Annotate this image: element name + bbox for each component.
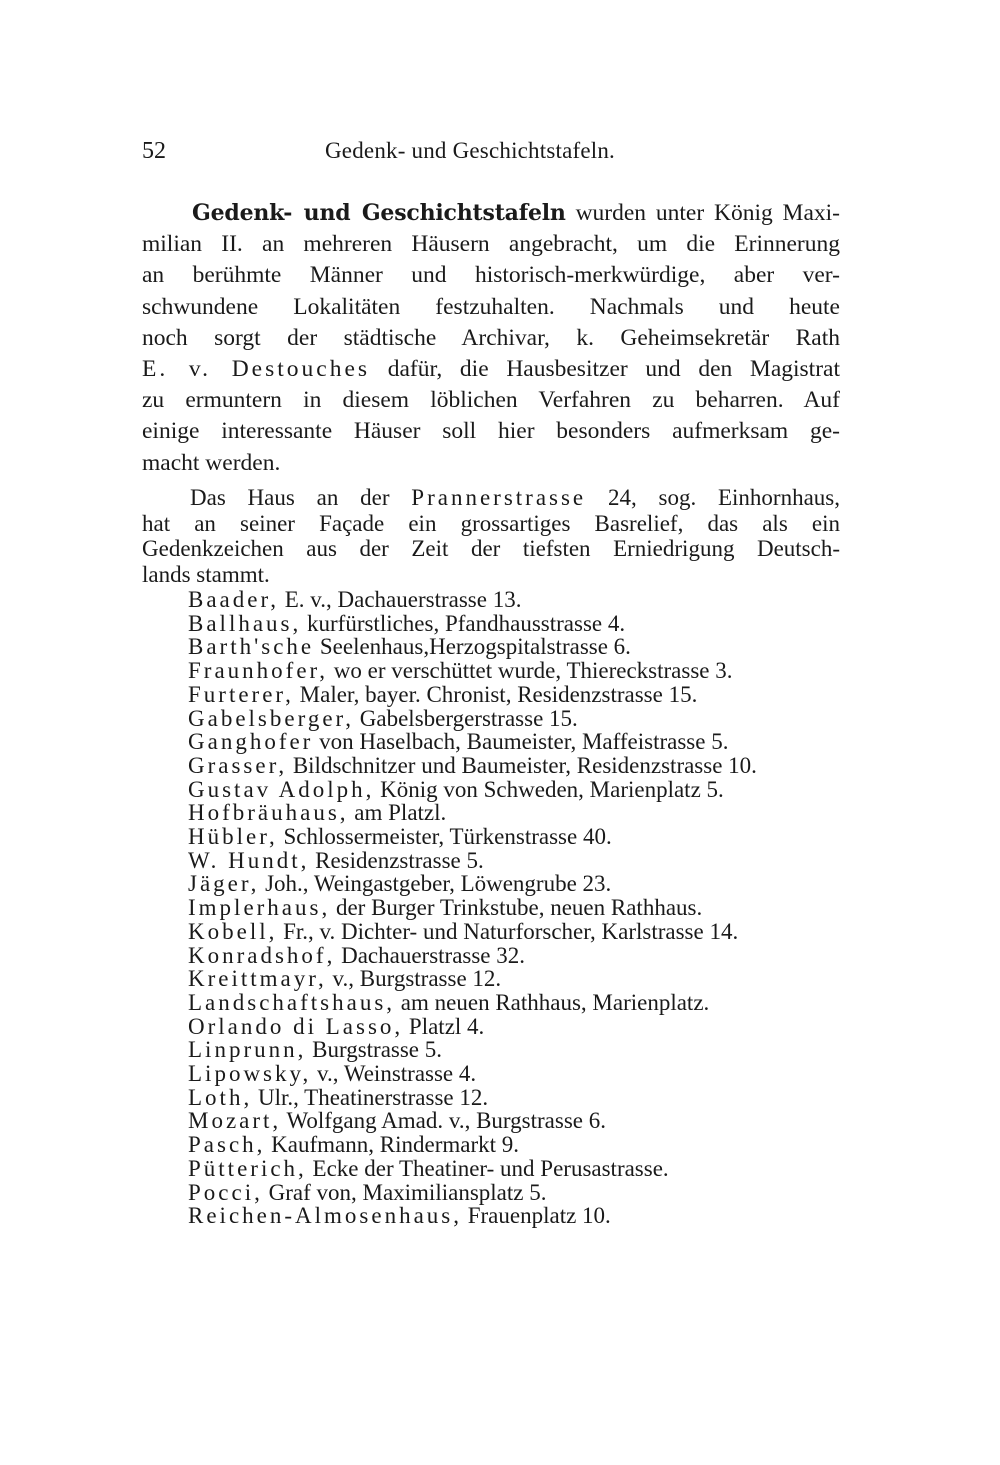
intro-line: an berühmte Männer und historisch-merkwürdige, aber ver- bbox=[142, 262, 840, 289]
entry-detail: Kaufmann, Rindermarkt 9. bbox=[265, 1132, 519, 1158]
street-name: Prannerstrasse bbox=[411, 485, 587, 510]
list-item bbox=[188, 1181, 848, 1205]
list-item bbox=[188, 991, 848, 1015]
para-line: Gedenkzeichen aus der Zeit der tiefsten Erniedrigung Deutsch- bbox=[142, 536, 840, 561]
list-item bbox=[188, 659, 848, 683]
intro-line: milian II. an mehreren Häusern angebracht, um die Erinnerung bbox=[142, 231, 840, 258]
list-item bbox=[188, 1204, 848, 1228]
entry-detail: Dachauerstrasse 32. bbox=[335, 942, 526, 968]
list-item bbox=[188, 872, 848, 896]
entry-name: Orlando di Lasso, bbox=[188, 1013, 404, 1039]
entry-name: Jäger, bbox=[188, 871, 260, 897]
einhornhaus-paragraph bbox=[142, 485, 840, 587]
list-item bbox=[188, 588, 848, 612]
entry-name: Hofbräuhaus, bbox=[188, 800, 349, 826]
list-item bbox=[188, 778, 848, 802]
list-item bbox=[188, 1109, 848, 1133]
entry-detail: Ecke der Theatiner- und Perusastrasse. bbox=[306, 1155, 669, 1181]
list-item bbox=[188, 1157, 848, 1181]
entry-name: Konradshof, bbox=[188, 942, 336, 968]
entry-name: W. Hundt, bbox=[188, 847, 310, 873]
entry-name: Barth'sche bbox=[188, 634, 315, 660]
entry-detail: am neuen Rathhaus, Marienplatz. bbox=[395, 989, 710, 1015]
list-item bbox=[188, 967, 848, 991]
list-item bbox=[188, 730, 848, 754]
entry-detail: Schlossermeister, Türkenstrasse 40. bbox=[277, 824, 612, 850]
entry-detail: v., Weinstrasse 4. bbox=[311, 1061, 477, 1087]
entry-detail: Burgstrasse 5. bbox=[306, 1037, 443, 1063]
list-item bbox=[188, 1038, 848, 1062]
entry-detail: Platzl 4. bbox=[403, 1013, 485, 1039]
intro-line bbox=[142, 354, 840, 385]
entry-detail: Fr., v. Dichter- und Naturforscher, Karlstrasse 14. bbox=[277, 918, 739, 944]
list-item bbox=[188, 920, 848, 944]
entries-list bbox=[188, 588, 848, 1228]
para-line: hat an seiner Façade ein grossartiges Basrelief, das als ein bbox=[142, 510, 840, 536]
entry-detail: Wolfgang Amad. v., Burgstrasse 6. bbox=[281, 1108, 606, 1134]
entry-name: Ballhaus, bbox=[188, 610, 302, 636]
entry-detail: König von Schweden, Marienplatz 5. bbox=[374, 776, 724, 802]
list-item bbox=[188, 1062, 848, 1086]
list-item bbox=[188, 707, 848, 731]
list-item bbox=[188, 1133, 848, 1157]
entry-name: Kobell, bbox=[188, 918, 278, 944]
running-title: Gedenk- und Geschichtstafeln. bbox=[325, 138, 616, 163]
entry-name: Grasser, bbox=[188, 752, 288, 778]
entry-detail: Ulr., Theatinerstrasse 12. bbox=[252, 1084, 489, 1110]
para-line bbox=[142, 485, 840, 511]
list-item bbox=[188, 754, 848, 778]
entry-name: Furterer, bbox=[188, 681, 294, 707]
list-item bbox=[188, 635, 848, 659]
intro-text: wurden unter König Maxi- bbox=[575, 200, 840, 226]
person-name: E. v. Destouches bbox=[142, 356, 371, 383]
list-item bbox=[188, 944, 848, 968]
para-text: 24, sog. Einhornhaus, bbox=[607, 485, 840, 510]
entry-name: Reichen-Almosenhaus, bbox=[188, 1203, 462, 1229]
entry-name: Loth, bbox=[188, 1084, 253, 1110]
entry-name: Fraunhofer, bbox=[188, 658, 329, 684]
entry-name: Gabelsberger, bbox=[188, 705, 355, 731]
list-item bbox=[188, 896, 848, 920]
entry-name: Gustav Adolph, bbox=[188, 776, 375, 802]
intro-line: schwundene Lokalitäten festzuhalten. Nachmals und heute bbox=[142, 293, 840, 320]
entry-name: Implerhaus, bbox=[188, 895, 331, 921]
intro-line: zu ermuntern in diesem löblichen Verfahren zu beharren. Auf bbox=[142, 387, 840, 414]
section-lead: Gedenk- und Geschichtstafeln bbox=[192, 200, 566, 226]
list-item bbox=[188, 683, 848, 707]
entry-name: Pütterich, bbox=[188, 1155, 307, 1181]
list-item bbox=[188, 612, 848, 636]
entry-detail: Residenzstrasse 5. bbox=[309, 847, 484, 873]
entry-detail: von Haselbach, Baumeister, Maffeistrasse 5. bbox=[313, 729, 729, 755]
list-item bbox=[188, 801, 848, 825]
intro-line: macht werden. bbox=[142, 449, 281, 476]
page-number: 52 bbox=[142, 138, 166, 164]
entry-detail: Seelenhaus,Herzogspitalstrasse 6. bbox=[314, 634, 631, 660]
entry-name: Landschaftshaus, bbox=[188, 989, 396, 1015]
entry-detail: am Platzl. bbox=[348, 800, 447, 826]
intro-text: dafür, die Hausbesitzer und den Magistrat bbox=[387, 356, 840, 383]
entry-name: Hübler, bbox=[188, 824, 278, 850]
entry-name: Mozart, bbox=[188, 1108, 282, 1134]
entry-detail: Maler, bayer. Chronist, Residenzstrasse 15. bbox=[293, 681, 698, 707]
entry-detail: wo er verschüttet wurde, Thiereckstrasse 3. bbox=[328, 658, 733, 684]
entry-detail: v., Burgstrasse 12. bbox=[326, 966, 502, 992]
entry-name: Pasch, bbox=[188, 1132, 266, 1158]
list-item bbox=[188, 1086, 848, 1110]
entry-name: Kreittmayr, bbox=[188, 966, 327, 992]
list-item bbox=[188, 825, 848, 849]
entry-detail: Joh., Weingastgeber, Löwengrube 23. bbox=[259, 871, 612, 897]
entry-detail: Gabelsbergerstrasse 15. bbox=[354, 705, 578, 731]
intro-line: noch sorgt der städtische Archivar, k. Geheimsekretär Rath bbox=[142, 324, 840, 351]
entry-detail: kurfürstliches, Pfandhausstrasse 4. bbox=[301, 610, 626, 636]
entry-name: Ganghofer bbox=[188, 729, 314, 755]
entry-name: Pocci, bbox=[188, 1179, 263, 1205]
entry-name: Baader, bbox=[188, 587, 279, 612]
intro-line bbox=[142, 198, 840, 229]
entry-detail: Graf von, Maximiliansplatz 5. bbox=[262, 1179, 547, 1205]
intro-paragraph bbox=[142, 198, 840, 479]
para-line: lands stammt. bbox=[142, 561, 270, 587]
para-text: Das Haus an der bbox=[190, 485, 390, 510]
list-item bbox=[188, 849, 848, 873]
entry-detail: E. v., Dachauerstrasse 13. bbox=[278, 587, 522, 612]
entry-detail: Bildschnitzer und Baumeister, Residenzstrasse 10. bbox=[287, 752, 757, 778]
intro-line: einige interessante Häuser soll hier besonders aufmerksam ge- bbox=[142, 418, 840, 445]
entry-name: Linprunn, bbox=[188, 1037, 307, 1063]
page-header bbox=[142, 138, 842, 178]
entry-detail: der Burger Trinkstube, neuen Rathhaus. bbox=[330, 895, 703, 921]
entry-name: Lipowsky, bbox=[188, 1061, 312, 1087]
entry-detail: Frauenplatz 10. bbox=[461, 1203, 611, 1229]
list-item bbox=[188, 1015, 848, 1039]
